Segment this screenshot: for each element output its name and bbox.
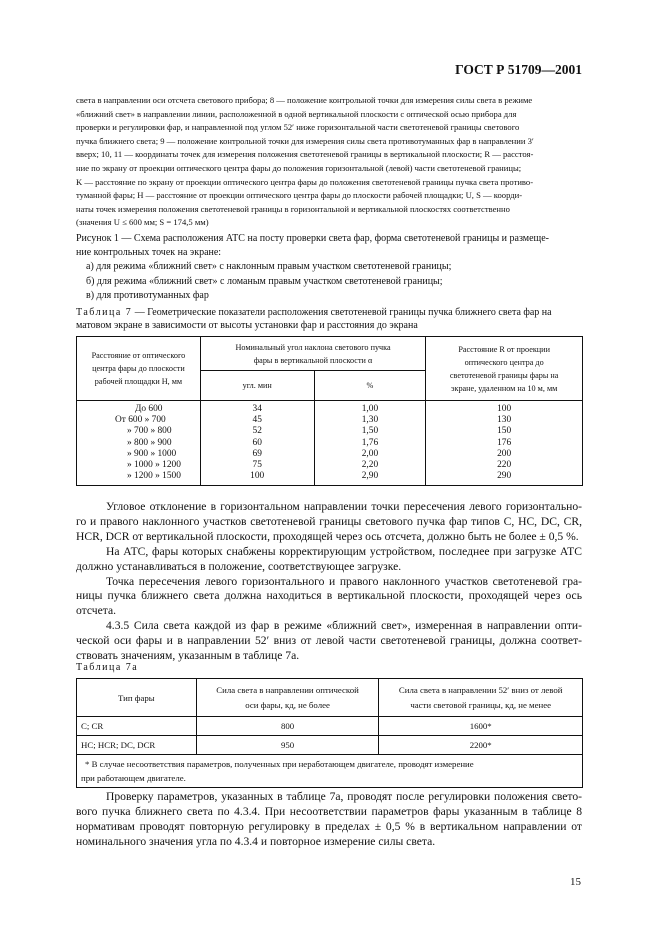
table7-min-col: 34 45 52 60 69 75 100: [200, 401, 314, 486]
table7: [76, 336, 583, 486]
table-row: С; CR 800 1600*: [77, 717, 583, 736]
table7-col2b-header: %: [314, 371, 426, 401]
legend-line: (значения U ≤ 600 мм; S = 174,5 мм): [76, 217, 209, 228]
table7a: [76, 678, 583, 788]
table7-title-1: — Геометрические показатели расположения светотеневой границы пучка ближнего света фар на: [132, 307, 552, 318]
caption-line: ние контрольных точек на экране:: [76, 247, 222, 259]
legend-line: K — расстояние по экрану от проекции оптического центра фары до положения светотеневой границы пучка света противо-: [76, 176, 534, 187]
paragraph: На АТС, фары которых снабжены корректирующим устройством, последнее при загрузке АТС должно устанавливаться в положение, соответствующее загрузке.: [76, 544, 582, 573]
table7a-col3-header: Сила света в направлении 52′ вниз от левой части световой границы, кд, не менее: [379, 679, 583, 717]
table-row: HC; HCR; DC, DCR 950 2200*: [77, 736, 583, 755]
table7a-col1-header: Тип фары: [77, 679, 197, 717]
table7a-col2-header: Сила света в направлении оптической оси фары, кд, не более: [196, 679, 379, 717]
table7-range-col: До 600 От 600 » 700 » 700 » 800 » 800 » 900 » 900 » 1000 » 1000 » 1200 » 1200 » 1500: [77, 401, 201, 486]
table7-col2-header: Номинальный угол наклона светового пучка фары в вертикальной плоскости α: [200, 337, 425, 371]
legend-line: ние по экрану от проекции оптического центра фары до положения горизонтальной (левой) части светотеневой границы;: [76, 162, 522, 173]
caption-item: в) для противотуманных фар: [86, 289, 209, 301]
caption-item: а) для режима «ближний свет» с наклонным правым участком светотеневой границы;: [86, 261, 452, 273]
table7a-label: Таблица 7а: [76, 662, 139, 673]
table7a-footnote: * В случае несоответствия параметров, полученных при неработающем двигателе, проводят измерение при работающем двигателе.: [77, 755, 583, 788]
legend-line: проверки и регулировки фар, и направленной под углом 52′ ниже горизонтальной части светотеневой границы светового: [76, 122, 520, 133]
legend-line: вверх; 10, 11 — координаты точек для измерения положения светотеневой границы в вертикальной плоскости; R — расстоя-: [76, 149, 534, 160]
caption-item: б) для режима «ближний свет» с ломаным правым участком светотеневой границы;: [86, 275, 443, 287]
table7-col3-header: Расстояние R от проекции оптического центра до светотеневой границы фары на экране, удаленном на 10 м, мм: [426, 337, 583, 401]
caption-line: Рисунок 1 — Схема расположения АТС на посту проверки света фар, форма светотеневой границы и размеще-: [76, 233, 550, 244]
figure-caption: [76, 232, 582, 303]
standard-header: ГОСТ Р 51709—2001: [455, 62, 582, 77]
paragraph: Точка пересечения левого горизонтального и правого наклонного участков светотеневой гра- ницы пучка ближнего света должна находиться в вертикальной плоскости, проходящей через ось отсчета.: [76, 574, 582, 618]
table7-caption: [76, 306, 582, 333]
legend-line: наты точек измерения положения светотеневой границы в горизонтальной и вертикальной плоскостях соответственно: [76, 203, 510, 214]
legend-line: пучка ближнего света; 9 — положение контрольной точки для измерения силы света противотуманных фар в направлении 3′: [76, 135, 534, 146]
table7-label: Таблица 7: [76, 307, 133, 318]
paragraph: Проверку параметров, указанных в таблице 7а, проводят после регулировки положения свето- вого пучка ближнего света по 4.3.4. При несоответствии параметров фары указанным в таблице 8 нормативам проводят повторную регулировку в пределах ± 0,5 % в вертикальном направлении от номинального значения угла по 4.3.4 и повторное измерение силы света.: [76, 790, 582, 848]
figure-legend: [76, 94, 582, 230]
legend-line: туманной фары; H — расстояние от проекции оптического центра фары до плоскости рабочей площадки; U, S — коорди-: [76, 190, 523, 201]
body-text-1: [76, 500, 582, 664]
body-text-2: [76, 790, 582, 850]
table7-pct-col: 1,00 1,30 1,50 1,76 2,00 2,20 2,90: [314, 401, 426, 486]
page-number: 15: [570, 876, 581, 888]
table7-r-col: 100 130 150 176 200 220 290: [426, 401, 583, 486]
table7-col2a-header: угл. мин: [200, 371, 314, 401]
paragraph: Угловое отклонение в горизонтальном направлении точки пересечения левого горизонтально- го и правого наклонного участков светотеневой границы светового пучка фар типов С, НС, DC, CR, HCR, DCR от вертикальной плоскости, проходящей через ось отсчета, должно быть не более ± 0,5 %.: [76, 500, 582, 543]
table7-title-2: матовом экране в зависимости от высоты установки фар и расстояния до экрана: [76, 320, 418, 332]
legend-line: «ближний свет» в направлении линии, расположенной в одной вертикальной плоскости с оптической осью прибора для: [76, 108, 517, 119]
legend-line: света в направлении оси отсчета светового прибора; 8 — положение контрольной точки для измерения силы света в режиме: [76, 95, 533, 105]
paragraph: 4.3.5 Сила света каждой из фар в режиме «ближний свет», измеренная в направлении опти- ческой оси фары и в направлении 52′ вниз от левой части светотеневой границы, должна соответ- ствовать значениям, указанным в таблице 7а.: [76, 619, 582, 663]
table7-col1-header: Расстояние от оптического центра фары до плоскости рабочей площадки H, мм: [77, 337, 201, 401]
